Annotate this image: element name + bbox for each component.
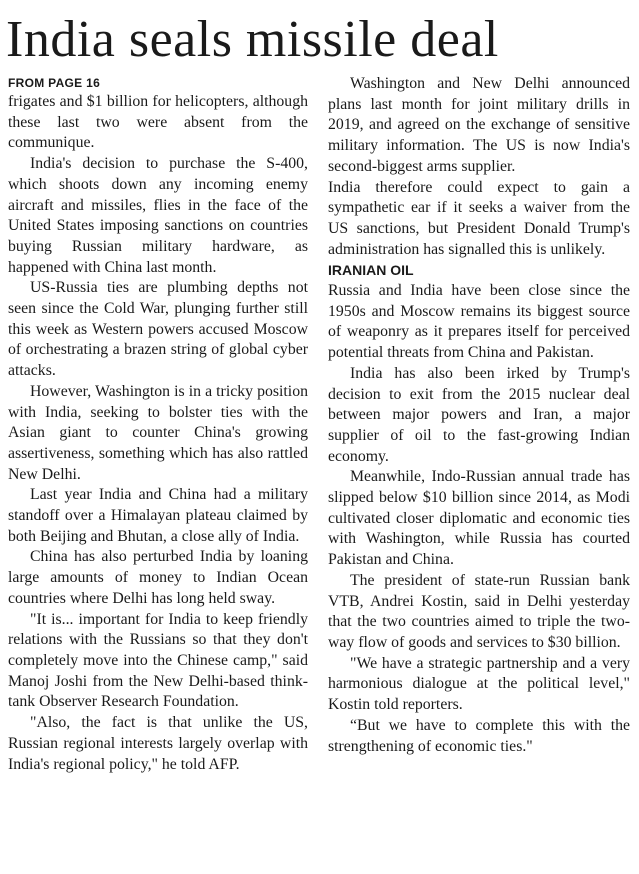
paragraph: India therefore could expect to gain a sympathetic ear if it seeks a waiver from the US sanctions, but President Donald Trump's administration has signalled this is unlikely. xyxy=(328,178,630,258)
paragraph: However, Washington is in a tricky position with India, seeking to bolster ties with the Asian giant to counter China's growing assertiveness, something which has also rattled New Delhi. xyxy=(8,382,308,483)
paragraph: The president of state-run Russian bank VTB, Andrei Kostin, said in Delhi yesterday that the two countries aimed to triple the two-way flow of goods and services to $30 billion. xyxy=(328,571,630,651)
paragraph: frigates and $1 billion for helicopters, although these last two were absent from the communique. xyxy=(8,93,308,152)
paragraph: "We have a strategic partnership and a very harmonious dialogue at the political level," Kostin told reporters. xyxy=(328,654,630,714)
paragraph: "Also, the fact is that unlike the US, Russian regional interests largely overlap with India's regional policy," he told AFP. xyxy=(8,714,308,773)
paragraph: "It is... important for India to keep friendly relations with the Russians so that they don't completely move into the Chinese camp," said Manoj Joshi from the New Delhi-based think-tank Observer Research Foundation. xyxy=(8,610,308,711)
subheading: IRANIAN OIL xyxy=(328,262,414,279)
paragraph: China has also perturbed India by loaning large amounts of money to Indian Ocean countries where Delhi has long held sway. xyxy=(8,548,308,607)
paragraph: India has also been irked by Trump's decision to exit from the 2015 nuclear deal between major powers and Iran, a major supplier of oil to the fast-growing Indian economy. xyxy=(328,364,630,465)
left-column xyxy=(8,74,308,775)
right-column xyxy=(328,74,630,757)
paragraph: Last year India and China had a military standoff over a Himalayan plateau claimed by both Beijing and Bhutan, a close ally of India. xyxy=(8,486,308,545)
paragraph: Meanwhile, Indo-Russian annual trade has slipped below $10 billion since 2014, as Modi cultivated closer diplomatic and economic ties with Washington, while Russia has courted Pakistan and China. xyxy=(328,468,630,569)
paragraph: India's decision to purchase the S-400, which shoots down any incoming enemy aircraft and missiles, flies in the face of the United States imposing sanctions on countries buying Russian military hardware, as happened with China last month. xyxy=(8,155,308,276)
paragraph: Washington and New Delhi announced plans last month for joint military drills in 2019, and agreed on the exchange of sensitive military information. The US is now India's second-biggest arms supplier. xyxy=(328,75,630,175)
headline: India seals missile deal xyxy=(6,11,499,68)
paragraph: Russia and India have been close since the 1950s and Moscow remains its biggest source of weaponry as it prepares itself for perceived potential threats from China and Pakistan. xyxy=(328,282,630,362)
paragraph: US-Russia ties are plumbing depths not seen since the Cold War, plunging further still this week as Western powers accused Moscow of orchestrating a brazen string of global cyber attacks. xyxy=(8,279,308,380)
kicker: FROM PAGE 16 xyxy=(8,76,101,90)
paragraph: “But we have to complete this with the strengthening of economic ties." xyxy=(328,716,630,755)
